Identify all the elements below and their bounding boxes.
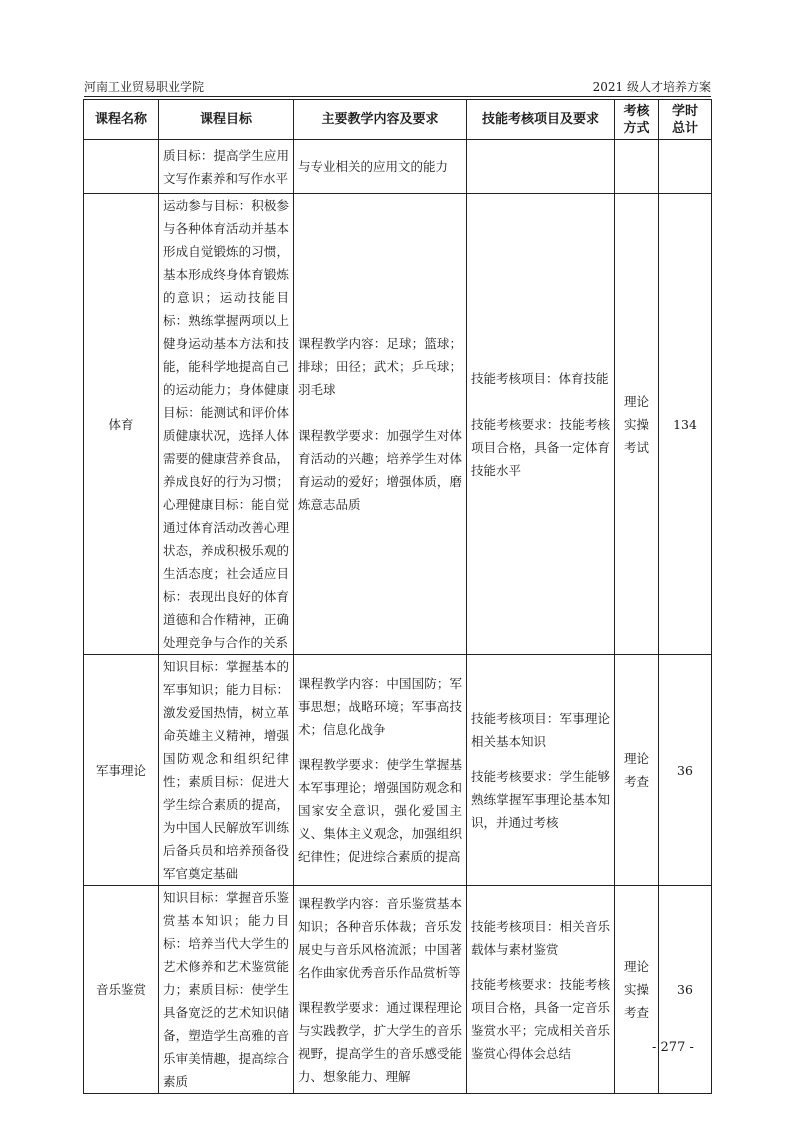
course-exam: 理论实操考试 — [615, 194, 659, 655]
col-header-exam-method: 考核 方式 — [615, 100, 659, 140]
course-name — [84, 140, 159, 194]
course-hours — [659, 140, 712, 194]
col-header-course-goal: 课程目标 — [159, 100, 294, 140]
page-number: - 277 - — [652, 1040, 694, 1055]
course-name: 体育 — [84, 194, 159, 655]
course-content: 课程教学内容：中国国防；军事思想；战略环境；军事高技术；信息化战争 课程教学要求：使学生掌握基本军事理论；增强国防观念和国家安全意识，强化爱国主义、集体主义观念，加强组织纪律性；促进综合素质的提高 — [294, 655, 467, 886]
curriculum-table — [83, 99, 712, 1094]
col-header-course-name: 课程名称 — [84, 100, 159, 140]
course-hours: 134 — [659, 194, 712, 655]
course-exam — [615, 140, 659, 194]
course-hours: 36 — [659, 655, 712, 886]
table-row — [84, 194, 712, 655]
course-skill: 技能考核项目：体育技能 技能考核要求：技能考核项目合格，具备一定体育技能水平 — [467, 194, 615, 655]
course-name: 音乐鉴赏 — [84, 886, 159, 1094]
course-goal: 知识目标：掌握基本的军事知识；能力目标：激发爱国热情，树立革命英雄主义精神，增强国防观念和组织纪律性；素质目标：促进大学生综合素质的提高，为中国人民解放军训练后备兵员和培养预备役军官奠定基础 — [159, 655, 294, 886]
table-header-row — [84, 100, 712, 140]
col-header-content: 主要教学内容及要求 — [294, 100, 467, 140]
course-content: 课程教学内容：足球；篮球；排球；田径；武术；乒乓球；羽毛球 课程教学要求：加强学生对体育活动的兴趣；培养学生对体育运动的爱好；增强体质，磨炼意志品质 — [294, 194, 467, 655]
col-header-skill: 技能考核项目及要求 — [467, 100, 615, 140]
header-plan-title: 2021 级人才培养方案 — [592, 80, 711, 94]
course-goal: 质目标：提高学生应用文写作素养和写作水平 — [159, 140, 294, 194]
course-skill — [467, 140, 615, 194]
course-content: 课程教学内容：音乐鉴赏基本知识；各种音乐体裁；音乐发展史与音乐风格流派；中国著名作曲家优秀音乐作品赏析等 课程教学要求：通过课程理论与实践教学，扩大学生的音乐视野，提高学生的音乐感受能力、想象能力、理解 — [294, 886, 467, 1094]
course-exam: 理论实操考查 — [615, 886, 659, 1094]
course-goal: 知识目标：掌握音乐鉴赏基本知识；能力目标：培养当代大学生的艺术修养和艺术鉴赏能力；素质目标：使学生具备宽泛的艺术知识储备，塑造学生高雅的音乐审美情趣，提高综合素质 — [159, 886, 294, 1094]
header-school-name: 河南工业贸易职业学院 — [84, 80, 205, 94]
course-skill: 技能考核项目：相关音乐载体与素材鉴赏 技能考核要求：技能考核项目合格，具备一定音乐鉴赏水平；完成相关音乐鉴赏心得体会总结 — [467, 886, 615, 1094]
table-row — [84, 886, 712, 1094]
course-name: 军事理论 — [84, 655, 159, 886]
table-row — [84, 655, 712, 886]
page-header — [84, 79, 711, 95]
course-content: 与专业相关的应用文的能力 — [294, 140, 467, 194]
course-exam: 理论考查 — [615, 655, 659, 886]
course-skill: 技能考核项目：军事理论相关基本知识 技能考核要求：学生能够熟练掌握军事理论基本知识，并通过考核 — [467, 655, 615, 886]
course-goal: 运动参与目标：积极参与各种体育活动并基本形成自觉锻炼的习惯，基本形成终身体育锻炼的意识；运动技能目标：熟练掌握两项以上健身运动基本方法和技能，能科学地提高自己的运动能力；身体健康目标：能测试和评价体质健康状况，选择人体需要的健康营养食品，养成良好的行为习惯；心理健康目标：能自觉通过体育活动改善心理状态，养成积极乐观的生活态度；社会适应目标：表现出良好的体育道德和合作精神，正确处理竞争与合作的关系 — [159, 194, 294, 655]
table-row — [84, 140, 712, 194]
course-hours: 36 — [659, 886, 712, 1094]
header-rule — [84, 96, 711, 97]
col-header-total-hours: 学时 总计 — [659, 100, 712, 140]
